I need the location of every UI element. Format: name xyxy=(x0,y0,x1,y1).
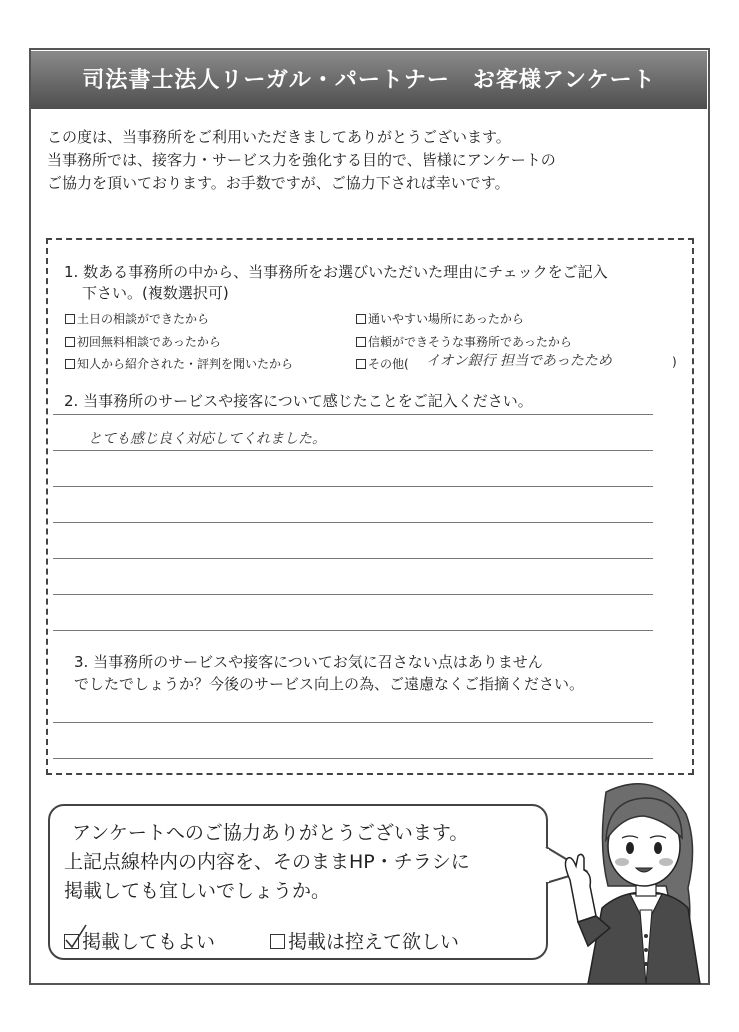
answer-line xyxy=(53,558,653,559)
intro-line: この度は、当事務所をご利用いただきましてありがとうございます。 xyxy=(47,128,511,146)
header-bar xyxy=(31,51,707,109)
answer-line xyxy=(53,594,653,595)
checkbox-icon[interactable] xyxy=(356,337,366,347)
answer-line xyxy=(53,450,653,451)
q1-option-free-consultation[interactable]: 初回無料相談であったから xyxy=(65,333,221,350)
answer-line xyxy=(53,630,653,631)
answer-line xyxy=(53,414,653,415)
checkbox-icon[interactable] xyxy=(356,359,366,369)
q1-text-line2: 下さい。(複数選択可) xyxy=(82,284,229,302)
q3-text-line2: でしたでしょうか？今後のサービス向上の為、ご遠慮なくご指摘ください。 xyxy=(74,675,585,693)
checkmark-icon xyxy=(62,923,88,951)
answer-line xyxy=(53,486,653,487)
checkbox-icon[interactable] xyxy=(270,934,285,949)
intro-line: ご協力を頂いております。お手数ですが、ご協力下されば幸いです。 xyxy=(47,174,510,192)
q1-text-line1: 1. 数ある事務所の中から、当事務所をお選びいただいた理由にチェックをご記入 xyxy=(64,263,608,281)
checkbox-icon[interactable] xyxy=(65,337,75,347)
intro-text xyxy=(47,126,687,195)
q1-other-answer[interactable]: イオン銀行 担当であったため xyxy=(426,353,612,369)
answer-line xyxy=(53,522,653,523)
checkbox-icon[interactable] xyxy=(356,314,366,324)
consent-allow[interactable]: 掲載してもよい xyxy=(64,927,215,954)
q1-other-close: ) xyxy=(672,355,677,369)
q1-option-trust[interactable]: 信頼ができそうな事務所であったから xyxy=(356,333,572,350)
q1-option-other[interactable]: その他( xyxy=(356,355,409,372)
q1-option-referral[interactable]: 知人から紹介された・評判を聞いたから xyxy=(65,355,293,372)
intro-line: 当事務所では、接客力・サービス力を強化する目的で、皆様にアンケートの xyxy=(47,151,556,169)
answer-line xyxy=(53,722,653,723)
closing-line: 上記点線枠内の内容を、そのままHP・チラシに xyxy=(64,851,470,873)
closing-line: アンケートへのご協力ありがとうございます。 xyxy=(72,822,469,844)
consent-decline[interactable]: 掲載は控えて欲しい xyxy=(270,927,459,954)
woman-waving-icon xyxy=(548,776,708,984)
checkbox-icon[interactable] xyxy=(65,314,75,324)
page-title: 司法書士法人リーガル・パートナー お客様アンケート xyxy=(82,68,656,93)
q2-text: 2. 当事務所のサービスや接客について感じたことをご記入ください。 xyxy=(64,392,533,410)
checkbox-icon[interactable] xyxy=(65,359,75,369)
q3-text-line1: 3. 当事務所のサービスや接客についてお気に召さない点はありません xyxy=(74,653,543,671)
checkbox-icon[interactable] xyxy=(64,934,79,949)
q1-option-location[interactable]: 通いやすい場所にあったから xyxy=(356,310,524,327)
answer-line xyxy=(53,758,653,759)
q1-option-weekend[interactable]: 土日の相談ができたから xyxy=(65,310,209,327)
closing-line: 掲載しても宜しいでしょうか。 xyxy=(64,880,331,902)
q2-answer[interactable]: とても感じ良く対応してくれました。 xyxy=(88,431,326,447)
